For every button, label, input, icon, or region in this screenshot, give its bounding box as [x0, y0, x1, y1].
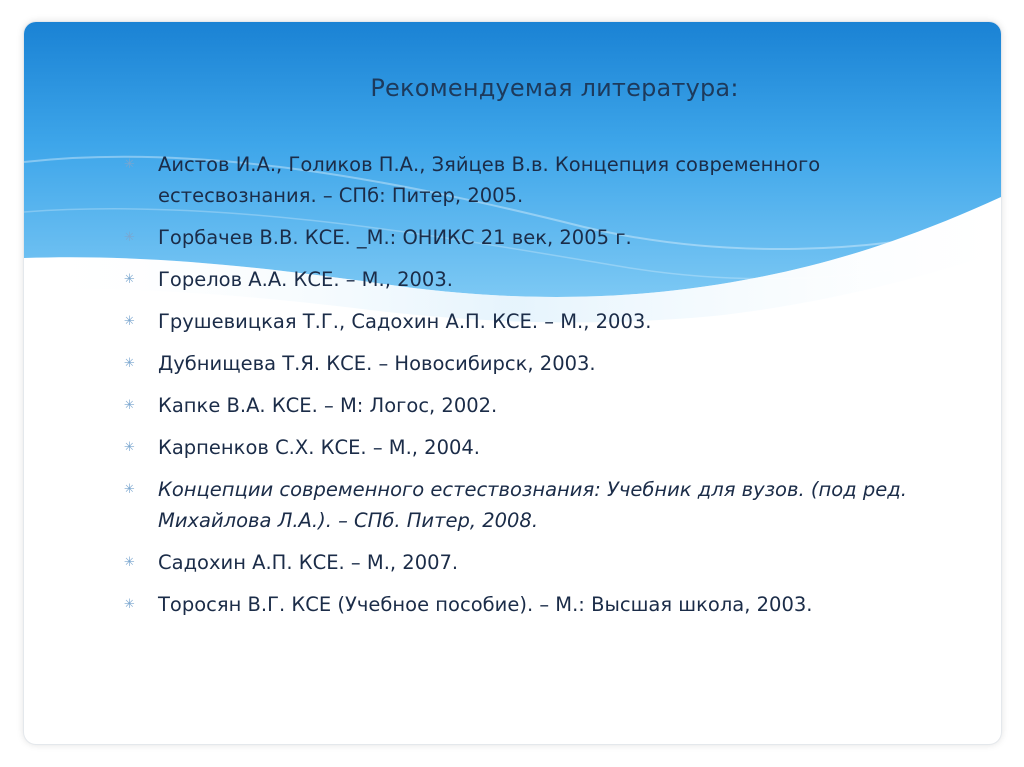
reference-text: Дубнищева Т.Я. КСЕ. – Новосибирск, 2003. — [158, 352, 596, 375]
reference-item — [124, 264, 974, 295]
reference-item — [124, 547, 974, 578]
reference-text: Аистов И.А., Голиков П.А., Зяйцев В.в. Концепция современного естесвознания. – СПб: Питер, 2005. — [158, 153, 821, 207]
asterisk-icon: ✳ — [124, 398, 135, 413]
reference-item — [124, 432, 974, 463]
reference-text: Концепции современного естествознания: Учебник для вузов. (под ред. Михайлова Л.А.). – СПб. Питер, 2008. — [158, 478, 907, 532]
asterisk-icon: ✳ — [124, 482, 135, 497]
reference-text: Капке В.А. КСЕ. – М: Логос, 2002. — [158, 394, 498, 417]
reference-text: Горелов А.А. КСЕ. – М., 2003. — [158, 268, 453, 291]
slide-title: Рекомендуемая литература: — [370, 74, 739, 102]
asterisk-icon: ✳ — [124, 314, 135, 329]
reference-item — [124, 390, 974, 421]
reference-item — [124, 589, 974, 620]
asterisk-icon: ✳ — [124, 555, 135, 570]
reference-list — [124, 149, 974, 631]
reference-item — [124, 222, 974, 253]
slide — [24, 22, 1001, 744]
reference-text: Грушевицкая Т.Г., Садохин А.П. КСЕ. – М., 2003. — [158, 310, 652, 333]
reference-text: Карпенков С.Х. КСЕ. – М., 2004. — [158, 436, 481, 459]
asterisk-icon: ✳ — [124, 356, 135, 371]
asterisk-icon: ✳ — [124, 272, 135, 287]
reference-text: Садохин А.П. КСЕ. – М., 2007. — [158, 551, 459, 574]
reference-text: Горбачев В.В. КСЕ. _М.: ОНИКС 21 век, 2005 г. — [158, 226, 632, 249]
reference-item — [124, 474, 974, 536]
asterisk-icon: ✳ — [124, 597, 135, 612]
asterisk-icon: ✳ — [124, 230, 135, 245]
reference-item — [124, 348, 974, 379]
asterisk-icon: ✳ — [124, 157, 135, 172]
reference-item — [124, 306, 974, 337]
reference-text: Торосян В.Г. КСЕ (Учебное пособие). – М.: Высшая школа, 2003. — [158, 593, 813, 616]
asterisk-icon: ✳ — [124, 440, 135, 455]
reference-item — [124, 149, 974, 211]
